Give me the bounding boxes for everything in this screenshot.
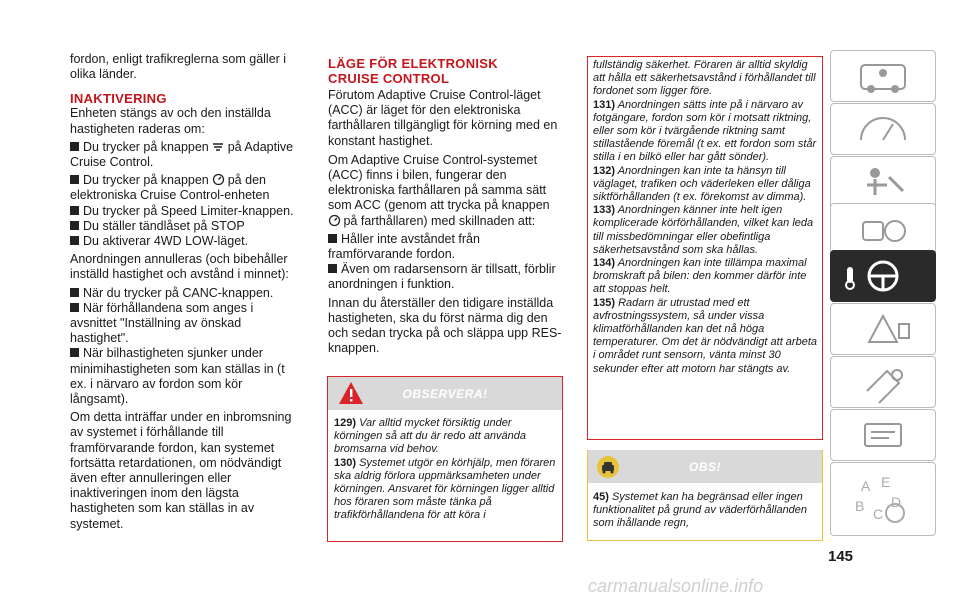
tab-service[interactable]	[830, 356, 936, 408]
paragraph: Förutom Adaptive Cruise Control-läget (ACC) är läget för den elektroniska farthållaren tillgängligt för körning med en konstant hastighet.	[328, 88, 558, 148]
intro-text: fordon, enligt trafikreglerna som gäller i olika länder.	[70, 52, 287, 82]
bullet-icon	[328, 234, 337, 243]
dashboard-icon	[831, 104, 935, 154]
cruise-control-icon	[328, 214, 340, 226]
warning-box-continued	[587, 56, 823, 440]
bullet-icon	[70, 348, 79, 357]
bullet-icon	[70, 303, 79, 312]
bullet-icon	[70, 288, 79, 297]
section-heading-line-1: LÄGE FÖR ELEKTRONISK	[328, 56, 498, 71]
tab-index[interactable]	[830, 462, 936, 536]
note-130: 130) Systemet utgör en körhjälp, men föraren ska aldrig förlora uppmärksamheten under körningen. Ansvaret för körningen ligger alltid hos föraren som måste tänka på trafikförhållandena för att köra i	[334, 456, 556, 522]
tab-safety[interactable]	[830, 156, 936, 208]
start-drive-icon	[831, 204, 935, 254]
bullet-icon	[70, 206, 79, 215]
tab-car-info[interactable]	[830, 50, 936, 102]
service-icon	[831, 357, 935, 407]
svg-text:E: E	[881, 474, 891, 490]
watermark: carmanualsonline.info	[588, 576, 764, 596]
bullet-item: Även om radarsensorn är tillsatt, förblir anordningen i funktion.	[328, 262, 556, 292]
bullet-icon	[70, 236, 79, 245]
svg-text:A: A	[861, 478, 871, 494]
safety-icon	[831, 157, 935, 207]
tab-dashboard[interactable]	[830, 103, 936, 155]
car-info-icon	[831, 51, 935, 101]
steering-key-icon	[831, 251, 935, 301]
note-132: 132) Anordningen kan inte ta hänsyn till väglaget, trafiken och väderleken eller dåliga siktförhållanden (t ex. förekomst av dimma).	[593, 164, 811, 204]
paragraph: Enheten stängs av och den inställda hastigheten raderas om:	[70, 106, 271, 136]
bullet-item: När bilhastigheten sjunker under minimihastigheten som kan ställas in (t ex. i närvaro av fordon som kör långsamt).	[70, 346, 285, 407]
svg-text:C: C	[873, 506, 884, 522]
section-heading-line-2: CRUISE CONTROL	[328, 71, 450, 86]
bullet-item: Håller inte avståndet från framförvarande fordon.	[328, 231, 480, 262]
note-133: 133) Anordningen känner inte helt igen komplicerade körförhållanden, vilket kan leda till missbedömningar eller obefintliga säkerhetsavstånd som ska hållas.	[593, 204, 814, 256]
svg-text:B: B	[855, 498, 865, 514]
bullet-item: Du ställer tändlåset på STOP	[70, 219, 300, 234]
warning-title: OBSERVERA!	[402, 387, 488, 401]
bullet-item: Du trycker på knappen på Adaptive Cruise Control.	[70, 139, 294, 170]
paragraph: Om detta inträffar under en inbromsning av systemet i förhållande till framförvarande fordon, kan systemet fortsätta retardationen, om nödvändigt även efter annulleringen eller inaktiveringen inom den lägsta hastigheten som kan ställas in av systemet.	[70, 410, 292, 531]
section-heading-inaktivering: INAKTIVERING	[70, 91, 167, 107]
bullet-item: Du trycker på knappen på den elektroniska Cruise Control-enheten	[70, 173, 270, 203]
page-number: 145	[828, 548, 854, 565]
obs-box	[587, 450, 823, 541]
tab-specs[interactable]	[830, 409, 936, 461]
bullet-icon	[70, 175, 79, 184]
cruise-control-icon	[212, 173, 224, 185]
paragraph: Innan du återställer den tidigare inställda hastigheten, ska du först närma dig den och sedan trycka på och släppa upp RES-knappen.	[328, 295, 562, 356]
warning-box	[327, 376, 563, 542]
obs-header	[588, 450, 822, 483]
note-135: 135) Radarn är utrustad med ett avfrostningssystem, så under vissa klimatförhållanden kan det nå höga temperaturer. Om det är nödvändigt att arbeta i området runt sensorn, vänta minst 30 sekunder efter att motorn har stängts av.	[593, 296, 817, 375]
column-2	[328, 56, 562, 356]
note-45: 45) Systemet kan ha begränsad eller ingen funktionalitet på grund av väderförhållanden som ihållande regn,	[593, 491, 808, 530]
bullet-item: När du trycker på CANC-knappen.	[70, 286, 300, 301]
bullet-icon	[328, 264, 337, 273]
column-1	[70, 52, 300, 532]
obs-title: OBS!	[689, 460, 721, 474]
bullet-icon	[70, 221, 79, 230]
bullet-icon	[70, 142, 79, 151]
specs-icon	[831, 410, 935, 460]
acc-cancel-icon	[212, 141, 224, 153]
paragraph: Anordningen annulleras (och bibehåller inställd hastighet och avstånd i minnet):	[70, 252, 289, 282]
warning-header	[328, 377, 562, 410]
tab-emergency[interactable]	[830, 303, 936, 355]
tab-start-drive[interactable]	[830, 203, 936, 255]
index-icon	[831, 463, 935, 535]
svg-text:D: D	[891, 494, 902, 510]
bullet-item: Du trycker på Speed Limiter-knappen.	[70, 204, 300, 219]
emergency-icon	[831, 304, 935, 354]
note-continuation: fullständig säkerhet. Föraren är alltid skyldig att hålla ett säkerhetsavstånd i förhållandet till fordonet som ligger före.	[593, 59, 816, 98]
tab-steering-key[interactable]	[830, 250, 936, 302]
note-131: 131) Anordningen sätts inte på i närvaro av fotgängare, fordon som kör i motsatt riktning, eller som kör i tvärgående riktning samt stillastående föremål (t ex. ett fordon som står stilla i en bilkö eller har gått sönder).	[593, 98, 817, 164]
paragraph: Om Adaptive Cruise Control-systemet (ACC) finns i bilen, fungerar den elektroniska farthållaren på samma sätt som ACC (genom att trycka på knappen på farthållaren) med skillnaden att:	[328, 152, 550, 228]
bullet-item: Du aktiverar 4WD LOW-läget.	[70, 234, 300, 249]
bullet-item: När förhållandena som anges i avsnittet "Inställning av önskad hastighet".	[70, 300, 254, 346]
note-134: 134) Anordningen kan inte tillämpa maximal bromskraft på bilen: den kommer därför inte att stoppas helt.	[593, 257, 807, 296]
note-129: 129) Var alltid mycket försiktig under körningen så att du är redo att använda bromsarna vid behov.	[334, 417, 527, 456]
